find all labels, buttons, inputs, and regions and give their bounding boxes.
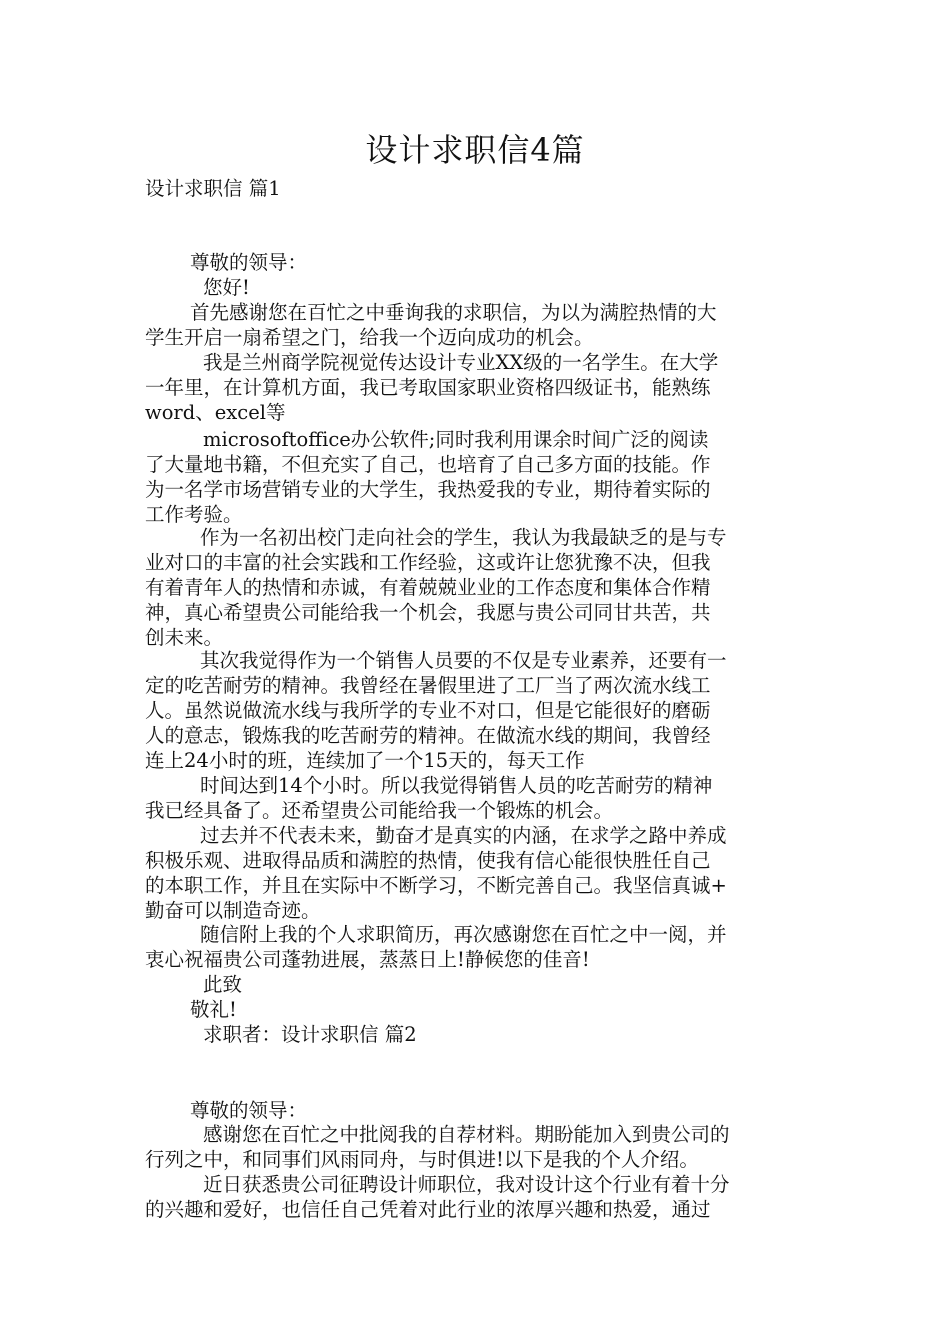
paragraph-line: 过去并不代表未来，勤奋才是真实的内涵，在求学之路中养成 — [200, 824, 727, 847]
paragraph-line: 行列之中，和同事们风雨同舟，与时俱进!以下是我的个人介绍。 — [145, 1148, 699, 1171]
paragraph-line: 了大量地书籍，不但充实了自己，也培育了自己多方面的技能。作 — [145, 453, 711, 476]
paragraph-line: microsoftoffice办公软件;同时我利用课余时间广泛的阅读 — [203, 428, 709, 451]
paragraph-line: 一年里，在计算机方面，我已考取国家职业资格四级证书，能熟练 — [145, 376, 711, 399]
paragraph-line: 的本职工作，并且在实际中不断学习，不断完善自己。我坚信真诚+ — [145, 874, 727, 897]
closing-line: 敬礼! — [190, 998, 237, 1021]
paragraph-line: 作为一名初出校门走向社会的学生，我认为我最缺乏的是与专 — [200, 526, 727, 549]
paragraph-line: 随信附上我的个人求职简历，再次感谢您在百忙之中一阅，并 — [200, 923, 727, 946]
paragraph-line: 我是兰州商学院视觉传达设计专业XX级的一名学生。在大学 — [203, 351, 719, 374]
paragraph-line: 工作考验。 — [145, 503, 243, 526]
paragraph-line: 定的吃苦耐劳的精神。我曾经在暑假里进了工厂当了两次流水线工 — [145, 674, 711, 697]
paragraph-line: 为一名学市场营销专业的大学生，我热爱我的专业，期待着实际的 — [145, 478, 711, 501]
paragraph-line: 创未来。 — [145, 626, 224, 649]
document-title: 设计求职信4篇 — [365, 131, 585, 169]
paragraph-line: 学生开启一扇希望之门，给我一个迈向成功的机会。 — [145, 326, 594, 349]
paragraph-line: 业对口的丰富的社会实践和工作经验，这或许让您犹豫不决，但我 — [145, 551, 711, 574]
paragraph-line: 神，真心希望贵公司能给我一个机会，我愿与贵公司同甘共苦，共 — [145, 601, 711, 624]
paragraph-line: 首先感谢您在百忙之中垂询我的求职信，为以为满腔热情的大 — [190, 301, 717, 324]
paragraph-line: 的兴趣和爱好，也信任自己凭着对此行业的浓厚兴趣和热爱，通过 — [145, 1198, 711, 1221]
closing-line: 此致 — [203, 973, 243, 996]
paragraph-line: 近日获悉贵公司征聘设计师职位，我对设计这个行业有着十分 — [203, 1173, 730, 1196]
salutation: 尊敬的领导： — [190, 251, 308, 274]
paragraph-line: 人的意志，锻炼我的吃苦耐劳的精神。在做流水线的期间，我曾经 — [145, 724, 711, 747]
section-heading: 设计求职信 篇1 — [145, 177, 281, 200]
paragraph-line: 有着青年人的热情和赤诚，有着兢兢业业的工作态度和集体合作精 — [145, 576, 711, 599]
salutation: 尊敬的领导： — [190, 1099, 308, 1122]
paragraph-line: 其次我觉得作为一个销售人员要的不仅是专业素养，还要有一 — [200, 649, 727, 672]
paragraph-line: 积极乐观、进取得品质和满腔的热情，使我有信心能很快胜任自己 — [145, 849, 711, 872]
paragraph-line: 连上24小时的班，连续加了一个15天的，每天工作 — [145, 749, 585, 772]
paragraph-line: 人。虽然说做流水线与我所学的专业不对口，但是它能很好的磨砺 — [145, 699, 711, 722]
paragraph-line: 衷心祝福贵公司蓬勃进展，蒸蒸日上!静候您的佳音! — [145, 948, 590, 971]
greeting: 您好! — [203, 276, 250, 299]
paragraph-line: word、excel等 — [145, 401, 286, 424]
paragraph-line: 感谢您在百忙之中批阅我的自荐材料。期盼能加入到贵公司的 — [203, 1123, 730, 1146]
paragraph-line: 我已经具备了。还希望贵公司能给我一个锻炼的机会。 — [145, 799, 614, 822]
paragraph-line: 勤奋可以制造奇迹。 — [145, 899, 321, 922]
signature-line: 求职者：设计求职信 篇2 — [203, 1023, 417, 1046]
paragraph-line: 时间达到14个小时。所以我觉得销售人员的吃苦耐劳的精神 — [200, 774, 713, 797]
